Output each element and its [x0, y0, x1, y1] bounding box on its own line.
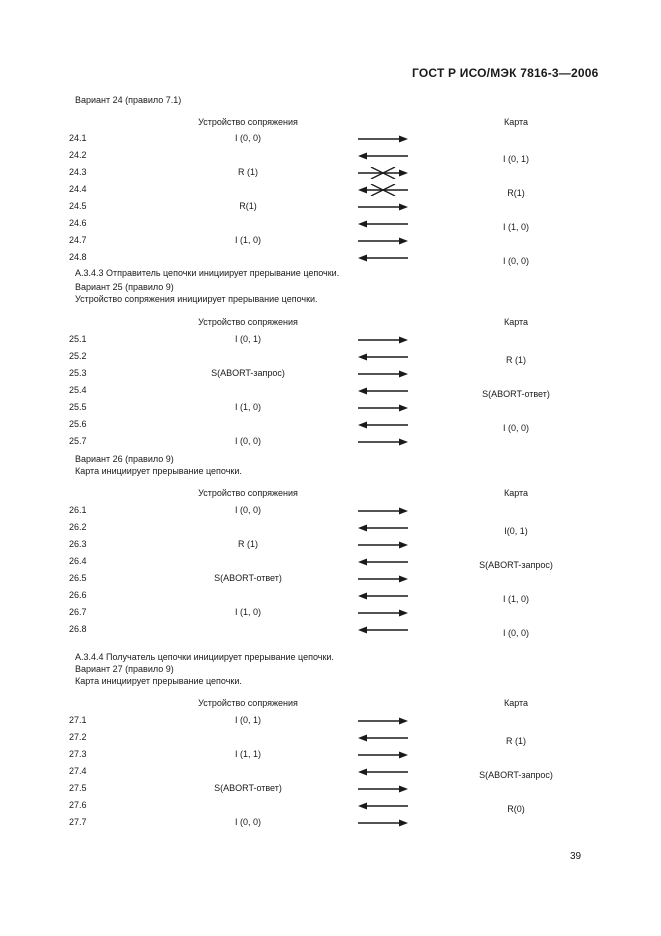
device-message: I (1, 0) — [234, 402, 262, 412]
device-message: I (0, 0) — [234, 436, 262, 446]
arrow-left-icon — [355, 218, 411, 230]
step-number: 25.6 — [69, 419, 87, 429]
section-text-line: Устройство сопряжения инициирует прерывание цепочки. — [75, 294, 318, 304]
step-number: 26.6 — [69, 590, 87, 600]
document-header: ГОСТ Р ИСО/МЭК 7816-3—2006 — [412, 66, 599, 80]
step-number: 27.1 — [69, 715, 87, 725]
arrow-right-icon — [355, 505, 411, 517]
column-header-card: Карта — [503, 117, 529, 127]
column-header-device: Устройство сопряжения — [198, 317, 298, 327]
device-message: S(ABORT-запрос) — [211, 368, 285, 378]
arrow-right-icon — [355, 749, 411, 761]
step-number: 26.2 — [69, 522, 87, 532]
device-message: S(ABORT-ответ) — [214, 783, 282, 793]
column-header-card: Карта — [503, 488, 529, 498]
arrow-left-icon — [355, 800, 411, 812]
device-message: I (1, 1) — [234, 749, 262, 759]
step-number: 24.6 — [69, 218, 87, 228]
arrow-right-icon — [355, 368, 411, 380]
device-message: I (0, 1) — [234, 715, 262, 725]
step-number: 24.3 — [69, 167, 87, 177]
arrow-left-icon — [355, 351, 411, 363]
device-message: R (1) — [238, 167, 258, 177]
arrow-right-icon — [355, 539, 411, 551]
device-message: I (0, 1) — [234, 334, 262, 344]
card-message: I (0, 0) — [502, 628, 530, 638]
card-message: R (1) — [506, 736, 526, 746]
card-message: I (0, 1) — [502, 154, 530, 164]
step-number: 27.5 — [69, 783, 87, 793]
arrow-right-icon — [355, 715, 411, 727]
step-number: 26.4 — [69, 556, 87, 566]
section-text-line: А.3.4.3 Отправитель цепочки инициирует прерывание цепочки. — [75, 268, 340, 278]
section-text-line: Карта инициирует прерывание цепочки. — [75, 466, 242, 476]
arrow-right-icon — [355, 402, 411, 414]
step-number: 24.8 — [69, 252, 87, 262]
step-number: 26.5 — [69, 573, 87, 583]
device-message: R(1) — [239, 201, 257, 211]
card-message: I (0, 0) — [502, 423, 530, 433]
column-header-device: Устройство сопряжения — [198, 117, 298, 127]
step-number: 25.4 — [69, 385, 87, 395]
step-number: 25.5 — [69, 402, 87, 412]
crossed-arrow-right-icon — [355, 167, 411, 179]
arrow-left-icon — [355, 522, 411, 534]
arrow-left-icon — [355, 766, 411, 778]
arrow-left-icon — [355, 732, 411, 744]
step-number: 24.5 — [69, 201, 87, 211]
arrow-right-icon — [355, 334, 411, 346]
step-number: 27.7 — [69, 817, 87, 827]
card-message: I(0, 1) — [504, 526, 528, 536]
card-message: I (1, 0) — [502, 222, 530, 232]
arrow-left-icon — [355, 624, 411, 636]
arrow-right-icon — [355, 817, 411, 829]
section-text-line: Карта инициирует прерывание цепочки. — [75, 676, 242, 686]
step-number: 25.3 — [69, 368, 87, 378]
device-message: R (1) — [238, 539, 258, 549]
step-number: 26.8 — [69, 624, 87, 634]
arrow-left-icon — [355, 150, 411, 162]
step-number: 24.2 — [69, 150, 87, 160]
column-header-card: Карта — [503, 317, 529, 327]
arrow-right-icon — [355, 573, 411, 585]
column-header-device: Устройство сопряжения — [198, 698, 298, 708]
arrow-left-icon — [355, 252, 411, 264]
column-header-device: Устройство сопряжения — [198, 488, 298, 498]
crossed-arrow-left-icon — [355, 184, 411, 196]
card-message: R(0) — [507, 804, 525, 814]
arrow-right-icon — [355, 133, 411, 145]
step-number: 26.3 — [69, 539, 87, 549]
step-number: 24.7 — [69, 235, 87, 245]
step-number: 26.1 — [69, 505, 87, 515]
device-message: I (0, 0) — [234, 133, 262, 143]
arrow-right-icon — [355, 783, 411, 795]
card-message: R(1) — [507, 188, 525, 198]
card-message: I (1, 0) — [502, 594, 530, 604]
section-text-line: Вариант 27 (правило 9) — [75, 664, 174, 674]
step-number: 27.2 — [69, 732, 87, 742]
arrow-right-icon — [355, 201, 411, 213]
step-number: 25.1 — [69, 334, 87, 344]
arrow-left-icon — [355, 385, 411, 397]
device-message: I (0, 0) — [234, 817, 262, 827]
card-message: S(ABORT-запрос) — [479, 770, 553, 780]
section-text-line: Вариант 24 (правило 7.1) — [75, 95, 182, 105]
card-message: R (1) — [506, 355, 526, 365]
device-message: I (1, 0) — [234, 235, 262, 245]
step-number: 24.1 — [69, 133, 87, 143]
section-text-line: Вариант 25 (правило 9) — [75, 282, 174, 292]
column-header-card: Карта — [503, 698, 529, 708]
arrow-right-icon — [355, 607, 411, 619]
arrow-right-icon — [355, 436, 411, 448]
step-number: 26.7 — [69, 607, 87, 617]
card-message: I (0, 0) — [502, 256, 530, 266]
step-number: 25.2 — [69, 351, 87, 361]
arrow-left-icon — [355, 590, 411, 602]
card-message: S(ABORT-запрос) — [479, 560, 553, 570]
step-number: 27.4 — [69, 766, 87, 776]
device-message: I (0, 0) — [234, 505, 262, 515]
device-message: I (1, 0) — [234, 607, 262, 617]
device-message: S(ABORT-ответ) — [214, 573, 282, 583]
arrow-left-icon — [355, 419, 411, 431]
arrow-left-icon — [355, 556, 411, 568]
section-text-line: А.3.4.4 Получатель цепочки инициирует прерывание цепочки. — [75, 652, 334, 662]
step-number: 27.3 — [69, 749, 87, 759]
page-number: 39 — [570, 851, 582, 862]
section-text-line: Вариант 26 (правило 9) — [75, 454, 174, 464]
step-number: 24.4 — [69, 184, 87, 194]
arrow-right-icon — [355, 235, 411, 247]
step-number: 25.7 — [69, 436, 87, 446]
card-message: S(ABORT-ответ) — [482, 389, 550, 399]
step-number: 27.6 — [69, 800, 87, 810]
